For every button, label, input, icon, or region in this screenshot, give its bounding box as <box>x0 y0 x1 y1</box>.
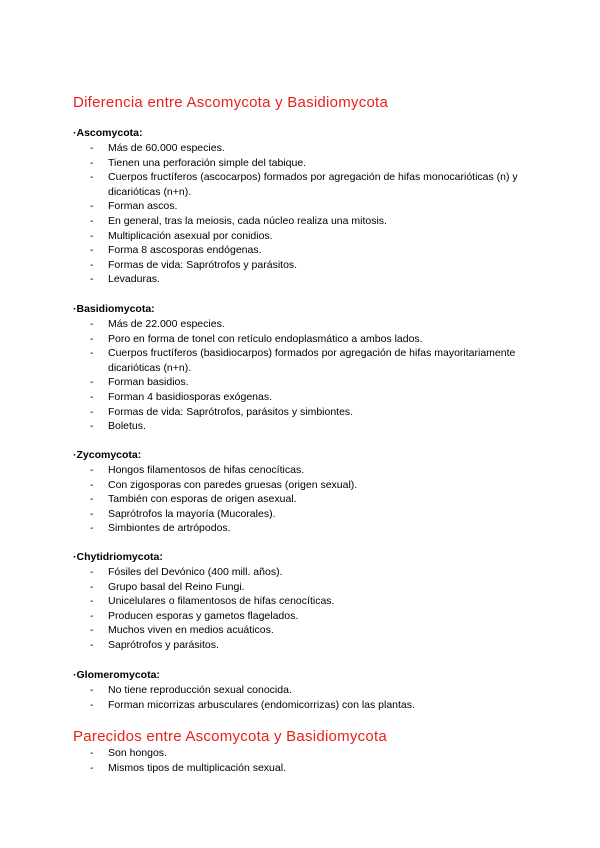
list-glomeromycota <box>73 683 543 712</box>
list-item: - Mismos tipos de multiplicación sexual. <box>90 761 286 774</box>
list-item: - Tienen una perforación simple del tabique. <box>90 156 307 169</box>
list-dash: - <box>90 156 94 169</box>
list-item: - No tiene reproducción sexual conocida. <box>90 684 292 696</box>
list-dash: - <box>90 638 94 651</box>
list-item: - Hongos filamentosos de hifas cenocíticas. <box>90 464 305 476</box>
list-item: - Cuerpos fructíferos (basidiocarpos) formados por agregación de hifas mayoritariamente dicarióticas (n+n). <box>90 347 516 374</box>
list-dash: - <box>90 522 94 535</box>
list-dash: - <box>90 244 94 257</box>
list-item: - Forma 8 ascosporas endógenas. <box>90 244 262 257</box>
list-item: - Formas de vida: Saprótrofos y parásitos. <box>90 258 298 271</box>
group-title-basidiomycota: ·Basidiomycota: <box>73 303 155 315</box>
list-zycomycota <box>73 463 543 536</box>
list-basidiomycota <box>73 317 543 434</box>
list-item: - Cuerpos fructíferos (ascocarpos) formados por agregación de hifas monocarióticas (n) y dicarióticas (n+n). <box>90 171 518 198</box>
list-item: - Producen esporas y gametos flagelados. <box>90 609 299 622</box>
list-item: - Levaduras. <box>90 273 160 286</box>
list-dash: - <box>90 580 94 593</box>
list-item: - Simbiontes de artrópodos. <box>90 522 231 535</box>
list-item: - Más de 60.000 especies. <box>90 142 225 154</box>
heading-parecidos: Parecidos entre Ascomycota y Basidiomycota <box>73 728 387 745</box>
list-dash: - <box>90 390 94 403</box>
list-dash: - <box>90 376 94 389</box>
list-item: - Boletus. <box>90 420 146 433</box>
list-dash: - <box>90 747 94 759</box>
list-dash: - <box>90 478 94 491</box>
list-item: - Saprótrofos la mayoría (Mucorales). <box>90 507 276 520</box>
list-item: - Más de 22.000 especies. <box>90 318 225 330</box>
list-dash: - <box>90 273 94 286</box>
list-item: - Saprótrofos y parásitos. <box>90 638 219 651</box>
list-dash: - <box>90 566 94 578</box>
list-dash: - <box>90 214 94 227</box>
list-dash: - <box>90 347 94 360</box>
list-dash: - <box>90 684 94 696</box>
list-item: - Multiplicación asexual por conidios. <box>90 229 273 242</box>
list-dash: - <box>90 698 94 711</box>
list-item: - Forman basidios. <box>90 376 189 389</box>
list-dash: - <box>90 258 94 271</box>
list-item: - Son hongos. <box>90 747 167 759</box>
heading-diferencias: Diferencia entre Ascomycota y Basidiomycota <box>73 94 389 111</box>
list-dash: - <box>90 609 94 622</box>
list-dash: - <box>90 332 94 345</box>
list-item: - Unicelulares o filamentosos de hifas cenocíticas. <box>90 595 335 608</box>
list-dash: - <box>90 200 94 213</box>
list-item: - Grupo basal del Reino Fungi. <box>90 580 245 593</box>
group-title-glomeromycota: ·Glomeromycota: <box>73 669 160 681</box>
list-item: - Forman ascos. <box>90 200 178 213</box>
list-dash: - <box>90 464 94 476</box>
list-dash: - <box>90 493 94 506</box>
list-dash: - <box>90 761 94 774</box>
group-title-zycomycota: ·Zycomycota: <box>73 449 142 461</box>
list-item: - También con esporas de origen asexual. <box>90 493 297 506</box>
list-item: - Fósiles del Devónico (400 mill. años). <box>90 566 283 578</box>
list-dash: - <box>90 171 94 184</box>
list-dash: - <box>90 507 94 520</box>
list-item: - Forman 4 basidiosporas exógenas. <box>90 390 273 403</box>
list-dash: - <box>90 229 94 242</box>
list-parecidos <box>73 746 543 775</box>
list-item: - Muchos viven en medios acuáticos. <box>90 624 274 637</box>
list-dash: - <box>90 318 94 330</box>
list-item: - Poro en forma de tonel con retículo endoplasmático a ambos lados. <box>90 332 423 345</box>
list-item: - Formas de vida: Saprótrofos, parásitos y simbiontes. <box>90 405 354 418</box>
list-item: - Forman micorrizas arbusculares (endomicorrizas) con las plantas. <box>90 698 415 711</box>
list-dash: - <box>90 420 94 433</box>
group-title-ascomycota: ·Ascomycota: <box>73 127 143 139</box>
list-chytidriomycota <box>73 565 543 653</box>
list-dash: - <box>90 624 94 637</box>
list-item: - En general, tras la meiosis, cada núcleo realiza una mitosis. <box>90 214 387 227</box>
list-dash: - <box>90 405 94 418</box>
group-title-chytidriomycota: ·Chytidriomycota: <box>73 551 163 563</box>
list-dash: - <box>90 595 94 608</box>
list-item: - Con zigosporas con paredes gruesas (origen sexual). <box>90 478 358 491</box>
list-dash: - <box>90 142 94 154</box>
list-ascomycota <box>73 141 543 287</box>
